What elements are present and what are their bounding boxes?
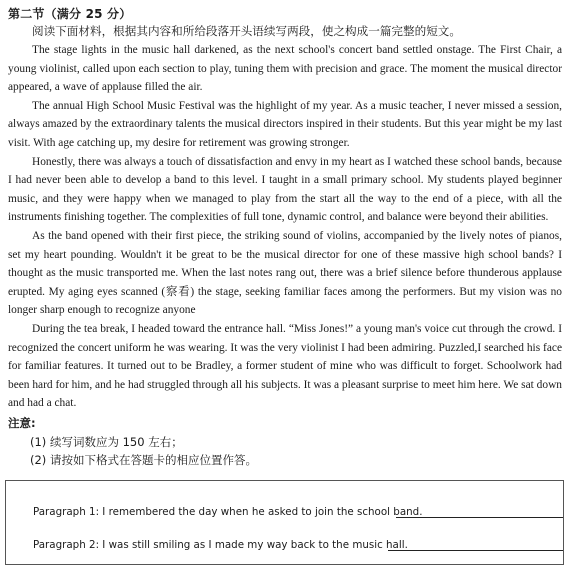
note-item-answer-format: (2) 请按如下格式在答题卡的相应位置作答。 (30, 453, 257, 467)
passage-paragraph-1: The stage lights in the music hall darkened, as the next school's concert band settled onstage. The First Chair, a young violinist, called upon each section to play, tuning them with precision and grace. The moment the musical director appeared, a wave of applause filled the air. (8, 44, 562, 94)
paragraph-2-blank-line (388, 550, 563, 551)
notes-label: 注意: (8, 416, 36, 430)
passage-paragraph-3: Honestly, there was always a touch of dissatisfaction and envy in my heart as I watched these school bands, because I had never been able to develop a band to this level. I taught in a small primary school. My students played beginner music, and they were happy when we managed to play from the start all the way to the end of a piece, with all the instruments finishing together. The complexities of full tone, dynamic control, and balance were beyond their abilities. (8, 155, 562, 224)
paragraph-2-opening: Paragraph 2: I was still smiling as I made my way back to the music hall. (33, 539, 408, 551)
notes-section (8, 413, 257, 469)
answer-format-box (5, 480, 564, 565)
section-instruction: 阅读下面材料，根据其内容和所给段落开头语续写两段，使之构成一篇完整的短文。 (32, 24, 461, 38)
passage-paragraph-2: The annual High School Music Festival was the highlight of my year. As a music teacher, I never missed a session, always amazed by the extraordinary talents the musical directors inspired in their students. But this year might be my last visit. With age catching up, my desire for retirement was growing stronger. (8, 99, 562, 149)
paragraph-1-opening: Paragraph 1: I remembered the day when he asked to join the school band. (33, 506, 423, 518)
paragraph-1-blank-line (396, 517, 563, 518)
section-title: 第二节（满分 25 分） (8, 7, 132, 21)
passage-paragraph-4: As the band opened with their first piece, the striking sound of violins, accompanied by the lively notes of pianos, set my heart pounding. Wouldn't it be great to be the musical director for one of these massive high school bands? I thought as the music transported me. When the last notes rang out, there was a brief silence before thunderous applause erupted. My aging eyes scanned (察看) the stage, seeking familiar faces among the performers. But my vision was no longer sharp enough to recognize anyone (8, 229, 562, 317)
reading-passage (8, 41, 562, 413)
passage-paragraph-5: During the tea break, I headed toward the entrance hall. “Miss Jones!” a young man's voice cut through the crowd. I recognized the concert uniform he was wearing. It was the very violinist I had been admiring. Puzzled,I searched his face for familiar features. It turned out to be Bradley, a former student of mine who was difficult to forget. Schoolwork had been hard for him, and he had struggled through all his subjects. It was a pleasant surprise to meet him here. We sat down and had a chat. (8, 322, 562, 410)
note-item-word-count: (1) 续写词数应为 150 左右； (30, 435, 183, 449)
